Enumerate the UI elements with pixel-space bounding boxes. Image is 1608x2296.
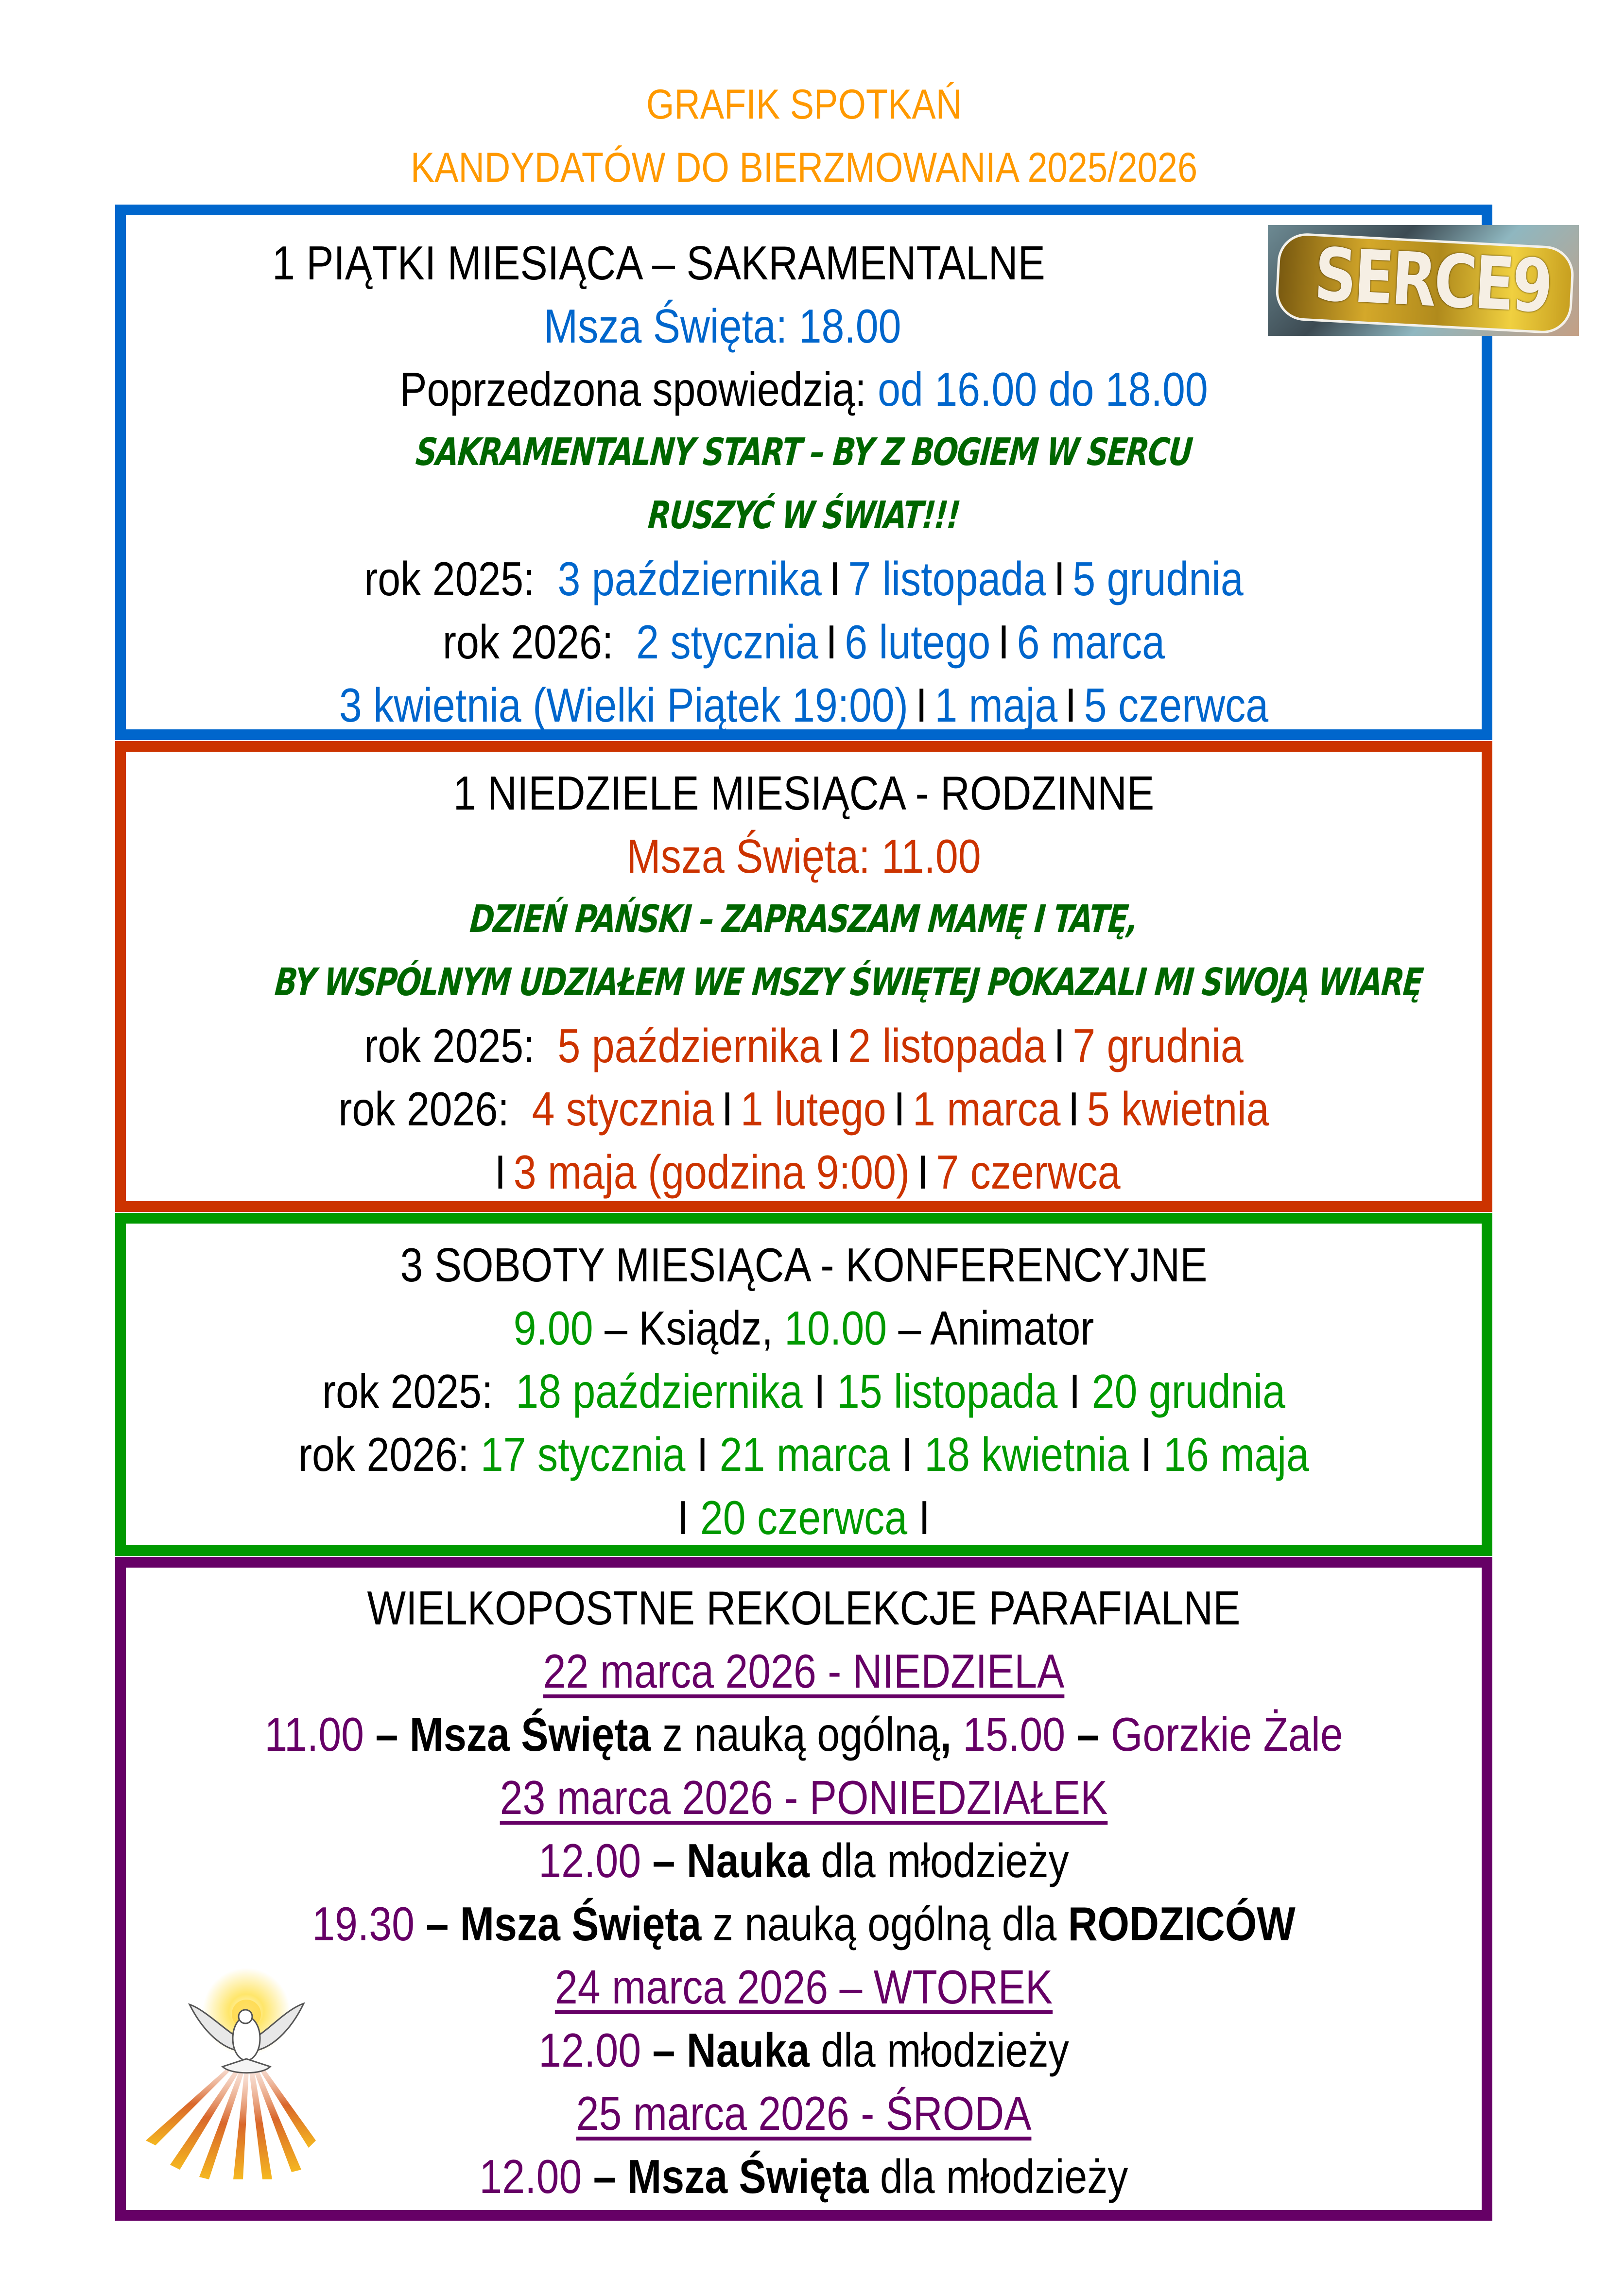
date-item: 18 kwietnia	[924, 1428, 1129, 1481]
page-title	[0, 73, 1608, 199]
date-item: 15 listopada	[836, 1364, 1058, 1418]
section-lent-retreat	[115, 1557, 1492, 2221]
date-item: 21 marca	[719, 1428, 890, 1481]
date-item: 20 grudnia	[1091, 1364, 1285, 1418]
day-heading: 23 marca 2026 - PONIEDZIAŁEK	[500, 1771, 1108, 1824]
date-item: 6 marca	[1017, 615, 1165, 669]
may-time-note: (godzina 9:00)	[648, 1145, 910, 1199]
title-line-1: GRAFIK SPOTKAŃ	[646, 81, 962, 128]
good-friday-note: (Wielki Piątek 19:00)	[533, 678, 908, 732]
meeting-times: 9.00 – Ksiądz, 10.00 – Animator	[513, 1301, 1094, 1355]
time-animator: 10.00	[784, 1301, 887, 1355]
date-item: 2 listopada	[848, 1019, 1046, 1072]
date-item: 7 czerwca	[936, 1145, 1121, 1199]
date-item: 18 października	[516, 1364, 803, 1418]
section-heading: 1 NIEDZIELE MIESIĄCA - RODZINNE	[453, 766, 1155, 820]
section-third-saturdays	[115, 1213, 1492, 1556]
date-item: 4 stycznia	[532, 1082, 714, 1136]
dates-2025: rok 2025: 3 października I 7 listopada I 5 grudnia	[364, 552, 1244, 605]
dates-2026-continued: 3 kwietnia (Wielki Piątek 19:00) I 1 maja I 5 czerwca	[339, 678, 1269, 732]
slogan-line-2: BY WSPÓLNYM UDZIAŁEM WE MSZY ŚWIĘTEJ POKAZALI MI SWOJĄ WIARĘ	[273, 961, 1424, 1004]
mass-time: Msza Święta: 11.00	[626, 829, 981, 883]
schedule-entry: 19.30 – Msza Święta z nauką ogólną dla RODZICÓW	[312, 1897, 1296, 1951]
dates-2026: rok 2026: 17 stycznia I 21 marca I 18 kwietnia I 16 maja	[298, 1428, 1310, 1481]
section-first-fridays	[115, 205, 1553, 740]
dates-2026-continued: I 20 czerwca I	[677, 1491, 930, 1544]
date-item: 16 maja	[1163, 1428, 1310, 1481]
dates-2025: rok 2025: 18 października I 15 listopada I 20 grudnia	[322, 1364, 1285, 1418]
slogan-line-2: RUSZYĆ W ŚWIAT!!!	[646, 494, 961, 537]
dates-2025: rok 2025: 5 października I 2 listopada I 7 grudnia	[364, 1019, 1244, 1072]
schedule-entry: 12.00 – Nauka dla młodzieży	[538, 2023, 1069, 2077]
date-item: 1 maja	[934, 678, 1058, 732]
date-item: 5 grudnia	[1072, 552, 1244, 605]
holy-spirit-dove-image	[141, 1956, 316, 2179]
date-item: 1 marca	[913, 1082, 1061, 1136]
date-item: 5 października	[557, 1019, 822, 1072]
schedule-entry: 12.00 – Msza Święta dla młodzieży	[479, 2150, 1128, 2203]
slogan-line-1: DZIEŃ PAŃSKI – ZAPRASZAM MAMĘ I TATĘ,	[468, 898, 1140, 941]
section-heading: 1 PIĄTKI MIESIĄCA – SAKRAMENTALNE	[272, 236, 1045, 290]
date-item: 7 grudnia	[1072, 1019, 1244, 1072]
date-item: 1 lutego	[740, 1082, 886, 1136]
date-item: 3 października	[557, 552, 822, 605]
section-heading: WIELKOPOSTNE REKOLEKCJE PARAFIALNE	[367, 1581, 1241, 1635]
date-item: 20 czerwca	[700, 1491, 908, 1544]
day-heading: 25 marca 2026 - ŚRODA	[576, 2087, 1032, 2140]
date-item: 5 czerwca	[1084, 678, 1269, 732]
section-first-sundays	[115, 741, 1492, 1212]
date-item: 6 lutego	[845, 615, 991, 669]
date-item: 7 listopada	[848, 552, 1046, 605]
date-item: 3 kwietnia	[339, 678, 521, 732]
confession-time: od 16.00 do 18.00	[878, 363, 1208, 416]
dates-2026: rok 2026: 2 stycznia I 6 lutego I 6 marca	[442, 615, 1165, 669]
day-heading: 22 marca 2026 - NIEDZIELA	[543, 1644, 1065, 1698]
date-item: 3 maja	[513, 1145, 637, 1199]
title-line-2: KANDYDATÓW DO BIERZMOWANIA 2025/2026	[410, 144, 1198, 191]
time-priest: 9.00	[513, 1301, 593, 1355]
dates-2026: rok 2026: 4 stycznia I 1 lutego I 1 marca I 5 kwietnia	[338, 1082, 1269, 1136]
date-item: 17 stycznia	[480, 1428, 686, 1481]
schedule-entry: 11.00 – Msza Święta z nauką ogólną, 15.00 – Gorzkie Żale	[264, 1708, 1343, 1761]
mass-time: Msza Święta: 18.00	[544, 299, 901, 353]
schedule-entry: 12.00 – Nauka dla młodzieży	[538, 1834, 1069, 1887]
section-heading: 3 SOBOTY MIESIĄCA - KONFERENCYJNE	[400, 1238, 1208, 1292]
confession-line: Poprzedzona spowiedzią: od 16.00 do 18.00	[399, 363, 1208, 416]
dates-2026-continued: I 3 maja (godzina 9:00) I 7 czerwca	[494, 1145, 1121, 1199]
day-heading: 24 marca 2026 – WTOREK	[554, 1960, 1053, 2014]
date-item: 5 kwietnia	[1087, 1082, 1269, 1136]
logo-text: SERCE9	[1312, 232, 1553, 329]
slogan-line-1: SAKRAMENTALNY START – BY Z BOGIEM W SERCU	[414, 431, 1193, 474]
date-item: 2 stycznia	[636, 615, 818, 669]
